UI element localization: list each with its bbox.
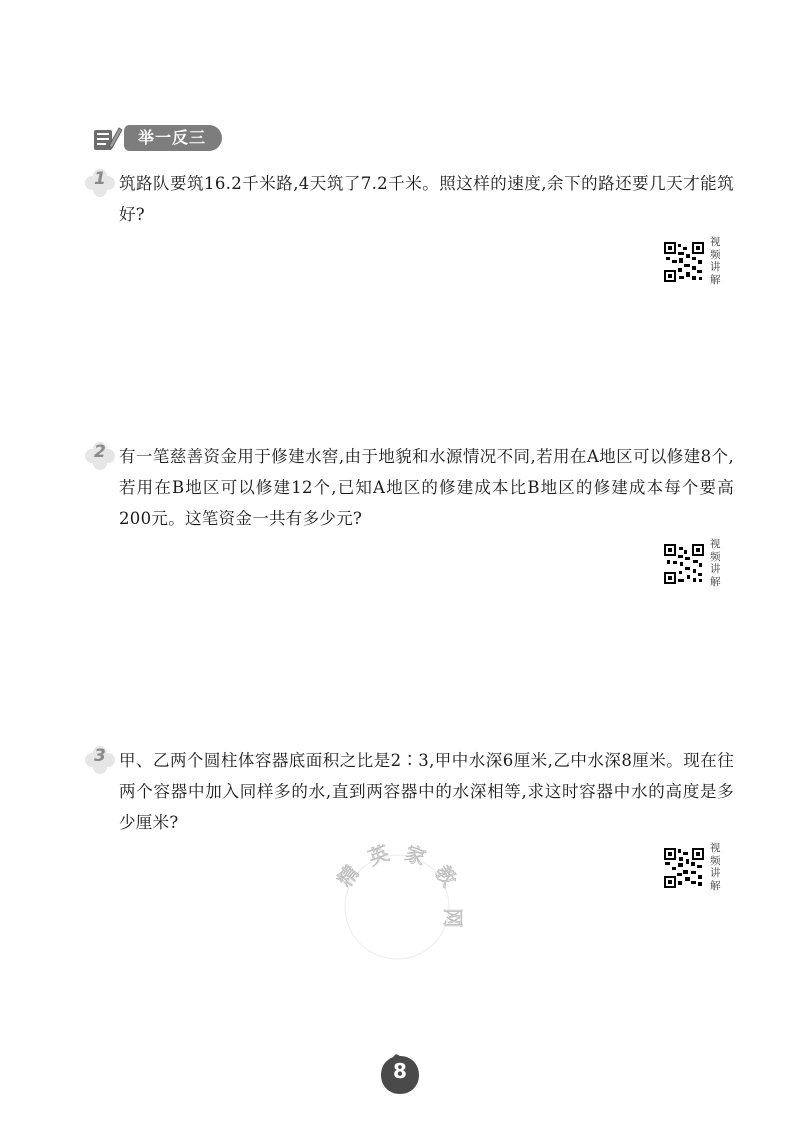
problem-number-badge <box>84 168 116 198</box>
problem-number: 2 <box>94 442 106 462</box>
problem-number-badge <box>84 745 116 775</box>
problem-number: 3 <box>94 746 106 766</box>
watermark-char: 网 <box>441 908 465 928</box>
qr-code-icon[interactable] <box>664 242 704 282</box>
qr-caption: 视频讲解 <box>710 236 721 286</box>
page-number-badge <box>378 1053 422 1097</box>
section-title: 举一反三 <box>124 125 222 151</box>
section-header <box>92 124 222 152</box>
pencil-notebook-icon <box>92 124 122 152</box>
qr-caption: 视频讲解 <box>710 842 721 892</box>
qr-code-icon[interactable] <box>664 544 704 584</box>
problem-number-badge <box>84 441 116 471</box>
qr-caption: 视频讲解 <box>710 538 721 588</box>
video-qr-3[interactable] <box>664 842 726 890</box>
video-qr-1[interactable] <box>664 236 726 284</box>
problem-text: 筑路队要筑16.2千米路,4天筑了7.2千米。照这样的速度,余下的路还要几天才能筑好? <box>119 174 734 224</box>
watermark-char: 精 <box>332 860 364 892</box>
watermark-char: 英 <box>365 840 393 871</box>
watermark-char: 家 <box>401 840 429 871</box>
problem-text: 甲、乙两个圆柱体容器底面积之比是2∶3,甲中水深6厘米,乙中水深8厘米。现在往两个容器中加入同样多的水,直到两容器中的水深相等,求这时容器中水的高度是多少厘米? <box>119 751 734 832</box>
watermark-char: 教 <box>430 860 462 892</box>
video-qr-2[interactable] <box>664 538 726 586</box>
problem-text: 有一笔慈善资金用于修建水窖,由于地貌和水源情况不同,若用在A地区可以修建8个,若用在B地区可以修建12个,已知A地区的修建成本比B地区的修建成本每个要高200元。这笔资金一共有多少元? <box>119 447 734 528</box>
problem-number: 1 <box>94 169 106 189</box>
page-number: 8 <box>393 1059 407 1083</box>
qr-code-icon[interactable] <box>664 848 704 888</box>
watermark-stamp <box>332 840 465 972</box>
